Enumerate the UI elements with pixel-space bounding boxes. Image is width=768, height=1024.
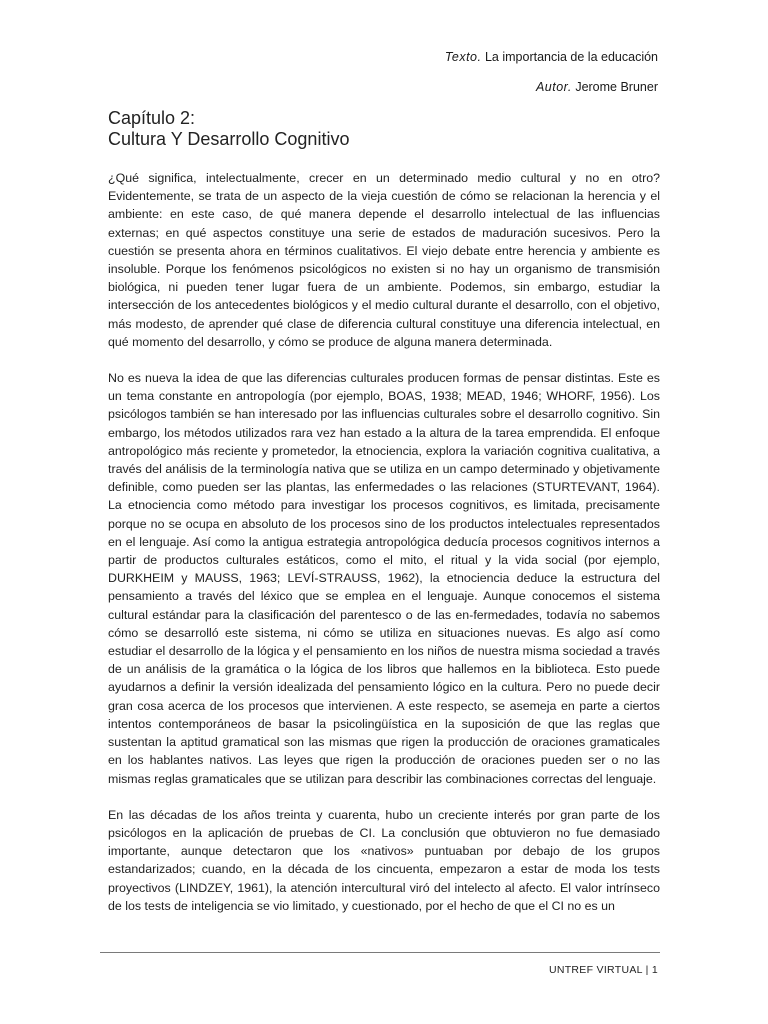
footer-page-label: UNTREF VIRTUAL | 1 bbox=[548, 964, 658, 976]
document-source-title bbox=[445, 50, 658, 64]
chapter-heading bbox=[108, 108, 349, 150]
body-text bbox=[108, 169, 660, 933]
document-author bbox=[536, 80, 658, 94]
footer-divider bbox=[100, 952, 660, 953]
chapter-number: Capítulo 2: bbox=[108, 108, 196, 128]
paragraph: No es nueva la idea de que las diferencias culturales producen formas de pensar distintas. Este es un tema constante en antropología (por ejemplo, BOAS, 1938; MEAD, 1946; WHORF, 1956). Los psicólogos también se han interesado por las influencias culturales sobre el desarrollo cognitivo. Sin embargo, los métodos utilizados rara vez han estado a la altura de la tarea emprendida. El enfoque antropológico más reciente y prometedor, la etnociencia, explora la variación cognitiva cualitativa, a través del análisis de la terminología nativa que se utiliza en un campo determinado y objetivamente definible, como pueden ser las plantas, las enfermedades o las relaciones (STURTEVANT, 1964). La etnociencia como método para investigar los procesos cognitivos, es limitada, precisamente porque no se ocupa en absoluto de los procesos sino de los productos intelectuales representados en el lenguaje. Así como la antigua estrategia antropológica deducía procesos cognitivos internos a partir de productos culturales estáticos, como el mito, el ritual y la vida social (por ejemplo, DURKHEIM y MAUSS, 1963; LEVÍ-STRAUSS, 1962), la etnociencia deduce la estructura del pensamiento a través del léxico que se emplea en el lenguaje. Aunque conocemos el sistema cultural estándar para la clasificación del parentesco o de las en-fermedades, todavía no sabemos cómo se desarrolló este sistema, ni cómo se utiliza en situaciones nuevas. Es algo así como estudiar el desarrollo de la lógica y el pensamiento en los niños de nuestra misma sociedad a través de un análisis de la gramática o la lógica de los libros que hallemos en la biblioteca. Esto puede ayudarnos a definir la versión idealizada del pensamiento lógico en la cultura. Pero no puede decir gran cosa acerca de los procesos que intervienen. A este respecto, se asemeja en parte a ciertos intentos contemporáneos de basar la psicolingüística en la suposición de que las reglas que sustentan la aptitud gramatical son las mismas que rigen la producción de oraciones gramaticales en los hablantes nativos. Las leyes que rigen la producción de oraciones pueden ser o no las mismas reglas gramaticales que se utilizan para describir las combinaciones correctas del lenguaje. bbox=[108, 371, 660, 786]
author-value: Jerome Bruner bbox=[575, 80, 658, 94]
author-label: Autor. bbox=[535, 80, 572, 94]
source-title-value: La importancia de la educación bbox=[484, 50, 658, 64]
paragraph: ¿Qué significa, intelectualmente, crecer en un determinado medio cultural y no en otro? Evidentemente, se trata de un aspecto de la vieja cuestión de cómo se relacionan la herencia y el ambiente: en este caso, de qué manera depende el desarrollo intelectual de las influencias externas; en qué aspectos constituye una serie de estados de maduración sucesivos. Pero la cuestión se presenta ahora en términos cualitativos. El viejo debate entre herencia y ambiente es insoluble. Porque los fenómenos psicológicos no existen si no hay un organismo de transmisión biológica, ni pueden tener lugar fuera de un ambiente. Podemos, sin embargo, estudiar la intersección de los antecedentes biológicos y el medio cultural durante el desarrollo, con el objetivo, más modesto, de aprender qué clase de diferencia cultural constituye una diferencia intelectual, en qué momento del desarrollo, y cómo se produce de alguna manera determinada. bbox=[108, 171, 660, 349]
chapter-title: Cultura Y Desarrollo Cognitivo bbox=[108, 129, 350, 149]
paragraph: En las décadas de los años treinta y cuarenta, hubo un creciente interés por gran parte de los psicólogos en la aplicación de pruebas de CI. La conclusión que obtuvieron no fue demasiado importante, aunque detectaron que los «nativos» puntuaban por debajo de los grupos estandarizados; cuando, en la década de los cincuenta, empezaron a estar de moda los tests proyectivos (LINDZEY, 1961), la atención intercultural viró del intelecto al afecto. El valor intrínseco de los tests de inteligencia se vio limitado, y cuestionado, por el hecho de que el CI no es un bbox=[108, 807, 660, 913]
source-title-label: Texto. bbox=[444, 50, 482, 64]
